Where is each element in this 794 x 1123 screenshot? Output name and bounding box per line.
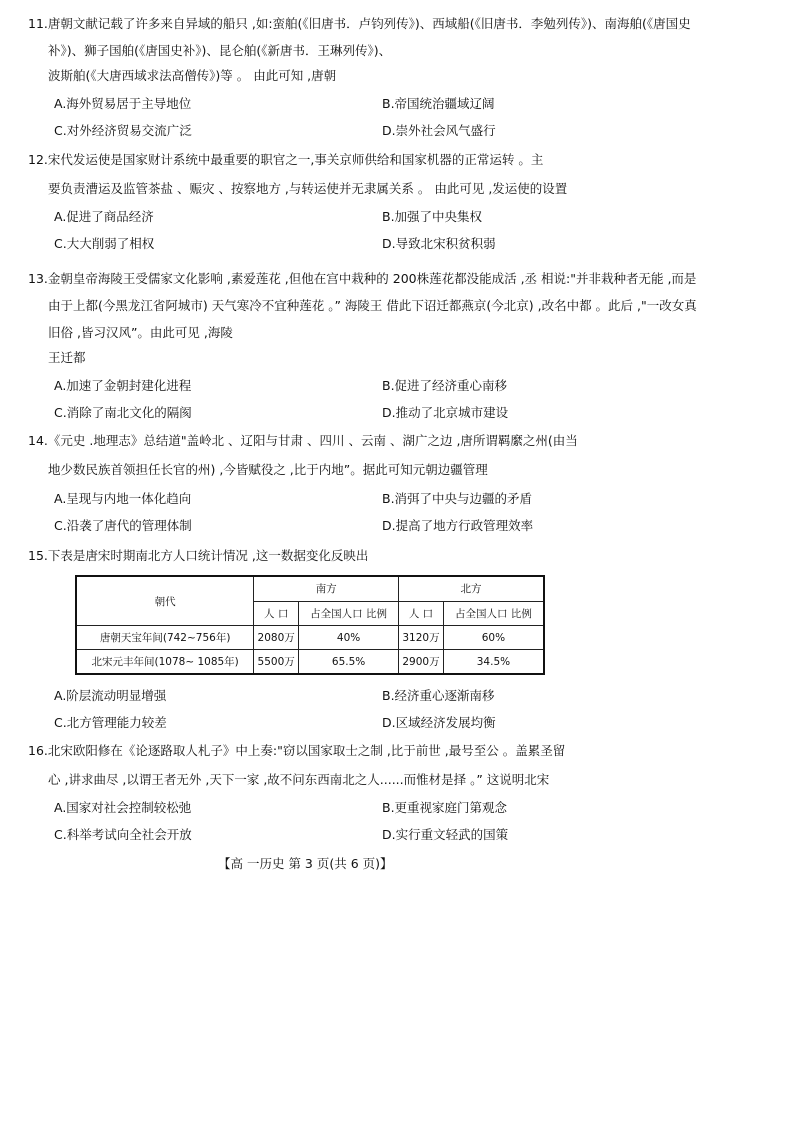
q16-line-1: 16.北宋欧阳修在《论逐路取人札子》中上奏:"窃以国家取士之制 ,比于前世 ,最号至公 。盖累圣留 <box>28 743 566 758</box>
q11-option-a: A.海外贸易居于主导地位 <box>54 96 192 111</box>
subheader-south-population: 人 口 <box>254 601 299 626</box>
page-footer: 【高 一历史 第 3 页(共 6 页)】 <box>218 856 393 871</box>
table-row <box>76 626 544 650</box>
q16-line-2: 心 ,讲求曲尽 ,以谓王者无外 ,天下一家 ,故不问东西南北之人......而惟材是择 。” 这说明北宋 <box>48 772 550 787</box>
q13-option-d: D.推动了北京城市建设 <box>382 405 509 420</box>
table-header-row <box>76 576 544 601</box>
q14-line-1: 14.《元史 .地理志》总结道"盖岭北 、辽阳与甘肃 、四川 、云南 、湖广之边 ,唐所谓羁縻之州(由当 <box>28 433 578 448</box>
q12-option-a: A.促进了商品经济 <box>54 209 154 224</box>
population-table <box>75 575 545 675</box>
q12-option-b: B.加强了中央集权 <box>382 209 483 224</box>
subheader-south-ratio: 占全国人口 比例 <box>299 601 399 626</box>
header-dynasty: 朝代 <box>76 576 254 626</box>
q14-option-a: A.呈现与内地一体化趋向 <box>54 491 192 506</box>
q13-option-a: A.加速了金朝封建化进程 <box>54 378 192 393</box>
cell-north-population: 2900万 <box>399 650 444 675</box>
q15-option-c: C.北方管理能力较差 <box>54 715 167 730</box>
q12-option-c: C.大大削弱了相权 <box>54 236 155 251</box>
q11-option-d: D.崇外社会风气盛行 <box>382 123 496 138</box>
q15-option-b: B.经济重心逐渐南移 <box>382 688 495 703</box>
q15-option-d: D.区域经济发展均衡 <box>382 715 496 730</box>
q16-option-b: B.更重视家庭门第观念 <box>382 800 508 815</box>
cell-dynasty: 北宋元丰年间(1078~ 1085年) <box>76 650 254 675</box>
q13-line-1: 13.金朝皇帝海陵王受儒家文化影响 ,素爱莲花 ,但他在宫中栽种的 200株莲花都没能成活 ,丞 相说:"并非栽种者无能 ,而是 <box>28 271 697 286</box>
q11-line-1: 11.唐朝文献记载了许多来自异域的船只 ,如:蛮舶(《旧唐书．卢钧列传》)、西域船(《旧唐书．李勉列传》)、南海舶(《唐国史 <box>28 16 691 31</box>
header-north: 北方 <box>399 576 544 601</box>
subheader-north-ratio: 占全国人口 比例 <box>443 601 544 626</box>
cell-north-ratio: 34.5% <box>443 650 544 675</box>
q11-line-3: 波斯舶(《大唐西域求法高僧传》)等 。 由此可知 ,唐朝 <box>48 68 337 83</box>
cell-dynasty: 唐朝天宝年间(742~756年) <box>76 626 254 650</box>
q12-line-2: 要负责漕运及监管茶盐 、赈灾 、按察地方 ,与转运使并无隶属关系 。 由此可见 ,发运使的设置 <box>48 181 568 196</box>
q12-option-d: D.导致北宋积贫积弱 <box>382 236 496 251</box>
q11-line-2: 补》)、狮子国舶(《唐国史补》)、昆仑舶(《新唐书．王琳列传》)、 <box>48 43 392 58</box>
q14-option-d: D.提高了地方行政管理效率 <box>382 518 534 533</box>
subheader-north-population: 人 口 <box>399 601 444 626</box>
q16-option-a: A.国家对社会控制较松弛 <box>54 800 192 815</box>
q12-line-1: 12.宋代发运使是国家财计系统中最重要的职官之一,事关京师供给和国家机器的正常运转 。主 <box>28 152 544 167</box>
q14-option-c: C.沿袭了唐代的管理体制 <box>54 518 192 533</box>
cell-south-population: 5500万 <box>254 650 299 675</box>
q16-option-d: D.实行重文轻武的国策 <box>382 827 509 842</box>
cell-south-ratio: 40% <box>299 626 399 650</box>
header-south: 南方 <box>254 576 399 601</box>
q13-option-b: B.促进了经济重心南移 <box>382 378 508 393</box>
cell-south-ratio: 65.5% <box>299 650 399 675</box>
cell-north-population: 3120万 <box>399 626 444 650</box>
q15-line-1: 15.下表是唐宋时期南北方人口统计情况 ,这一数据变化反映出 <box>28 548 369 563</box>
q15-option-a: A.阶层流动明显增强 <box>54 688 167 703</box>
q13-line-4: 王迁都 <box>48 350 86 365</box>
q14-line-2: 地少数民族首领担任长官的州) ,今皆赋役之 ,比于内地”。据此可知元朝边疆管理 <box>48 462 488 477</box>
table-row <box>76 650 544 675</box>
q13-option-c: C.消除了南北文化的隔阂 <box>54 405 192 420</box>
q13-line-3: 旧俗 ,皆习汉风”。由此可见 ,海陵 <box>48 325 233 340</box>
q13-line-2: 由于上都(今黑龙江省阿城市) 天气寒冷不宜种莲花 。” 海陵王 借此下诏迁都燕京(今北京) ,改名中都 。此后 ,"一改女真 <box>48 298 697 313</box>
q11-option-c: C.对外经济贸易交流广泛 <box>54 123 192 138</box>
cell-north-ratio: 60% <box>443 626 544 650</box>
cell-south-population: 2080万 <box>254 626 299 650</box>
q16-option-c: C.科举考试向全社会开放 <box>54 827 192 842</box>
q14-option-b: B.消弭了中央与边疆的矛盾 <box>382 491 533 506</box>
q11-option-b: B.帝国统治疆域辽阔 <box>382 96 495 111</box>
